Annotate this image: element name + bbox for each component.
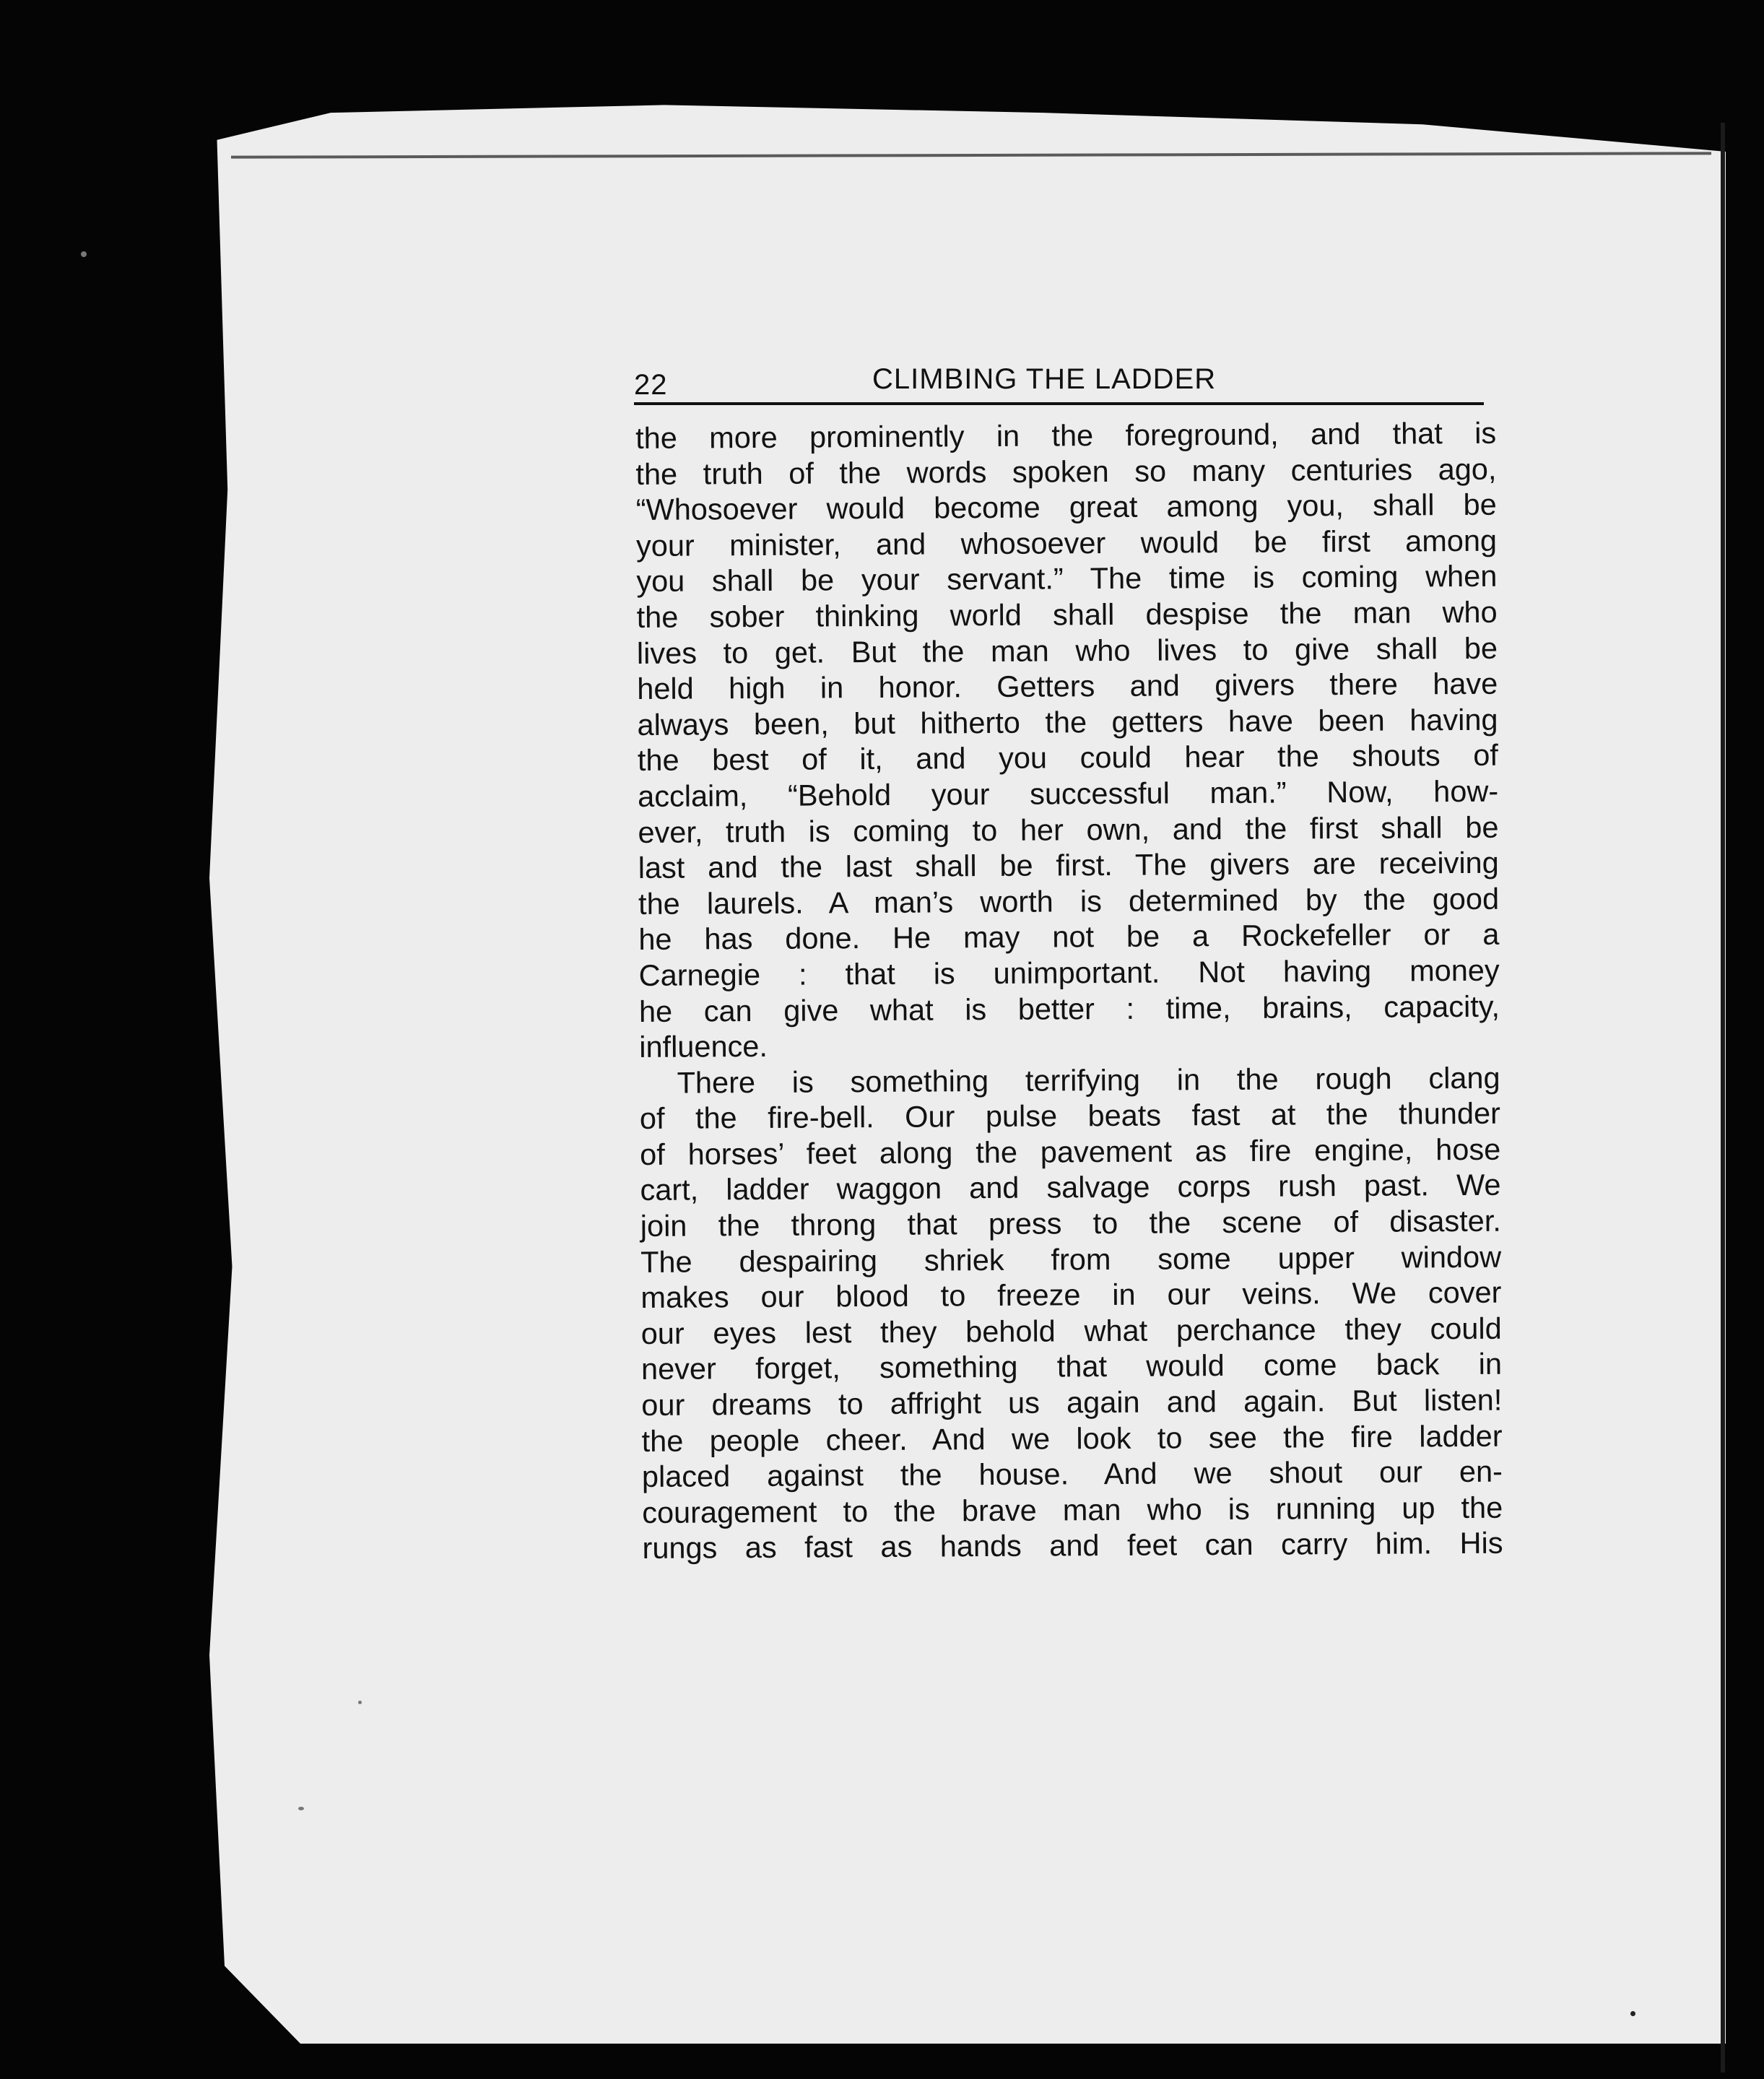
page-number: 22 [634, 369, 668, 401]
text-line: the laurels. A man’s worth is determined by the good [638, 881, 1500, 921]
text-line: cart, ladder waggon and salvage corps rush past. We [640, 1168, 1501, 1207]
text-line: he has done. He may not be a Rockefeller or a [638, 917, 1500, 957]
text-line: you shall be your servant.” The time is coming when [636, 559, 1498, 599]
text-line: influence. [639, 1028, 768, 1064]
scan-speck [1630, 2011, 1635, 2016]
text-line: makes our blood to freeze in our veins. We cover [640, 1275, 1502, 1315]
body-text [635, 415, 1503, 1566]
text-line: held high in honor. Getters and givers there have [637, 666, 1498, 706]
text-line: lives to get. But the man who lives to give shall be [636, 630, 1498, 670]
text-line: always been, but hitherto the getters have been having [637, 702, 1498, 742]
text-line: acclaim, “Behold your successful man.” Now, how- [638, 773, 1499, 813]
scan-speck [358, 1701, 362, 1704]
scan-speck [298, 1807, 304, 1810]
text-line: our eyes lest they behold what perchance they could [640, 1311, 1502, 1350]
text-line: never forget, something that would come back in [640, 1347, 1503, 1386]
text-line: the people cheer. And we look to see the fire ladder [641, 1418, 1503, 1458]
running-head [634, 363, 1482, 407]
text-line: of horses’ feet along the pavement as fire engine, hose [640, 1132, 1501, 1171]
header-rule [634, 402, 1484, 405]
text-line: placed against the house. And we shout our en- [641, 1454, 1503, 1494]
text-line: join the throng that press to the scene of disaster. [640, 1203, 1501, 1244]
text-line: the sober thinking world shall despise the man who [636, 594, 1498, 634]
text-line: our dreams to affright us again and again. But listen! [641, 1382, 1503, 1423]
text-line: There is something terrifying in the rough clang [677, 1060, 1500, 1100]
text-line: “Whosoever would become great among you, shall be [635, 487, 1497, 527]
text-line: last and the last shall be first. The givers are receiving [638, 845, 1499, 885]
text-line: Carnegie : that is unimportant. Not having money [638, 952, 1500, 992]
text-line: the more prominently in the foreground, and that is [635, 415, 1497, 455]
scan-speck [81, 251, 87, 257]
text-line: of the fire-bell. Our pulse beats fast at the thunder [639, 1095, 1501, 1136]
text-line: rungs as fast as hands and feet can carry him. His [642, 1526, 1503, 1566]
text-line: the best of it, and you could hear the shouts of [637, 738, 1498, 778]
text-line: your minister, and whosoever would be first among [635, 523, 1498, 563]
text-line: ever, truth is coming to her own, and the first shall be [638, 810, 1499, 849]
page-edge [1721, 123, 1725, 2073]
running-title: CLIMBING THE LADDER [872, 363, 1217, 395]
text-line: couragement to the brave man who is running up the [642, 1490, 1503, 1529]
text-line: the truth of the words spoken so many centuries ago, [635, 451, 1497, 491]
text-line: he can give what is better : time, brains, capacity, [638, 989, 1500, 1028]
text-line: The despairing shriek from some upper window [640, 1239, 1502, 1279]
